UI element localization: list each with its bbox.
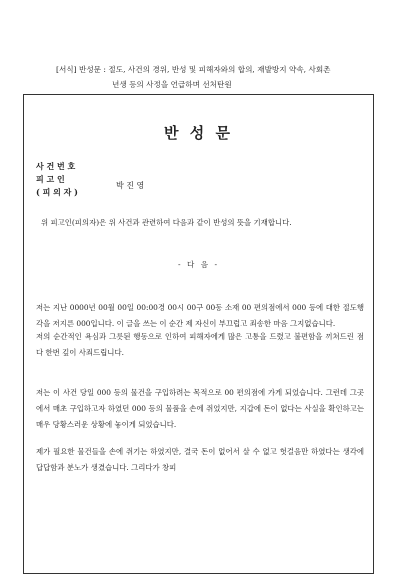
document-title: 반 성 문 [164, 124, 233, 142]
body-paragraph: 제가 필요한 물건들을 손에 쥐기는 하였지만, 결국 돈이 없어서 살 수 없고 헛걸음만 하였다는 생각에 답답함과 분노가 생겼습니다. 그리다가 창피 [36, 447, 364, 472]
defendant-label: 피 고 인 [36, 174, 65, 184]
case-number-label: 사 건 번 호 [36, 161, 76, 171]
case-info-block [36, 160, 145, 199]
caption-line-1: [서식] 반성문 : 절도, 사건의 경위, 반성 및 피해자와의 합의, 재발방지 약속, 사회촌 [56, 65, 331, 74]
body-paragraph: 저는 지난 0000년 00월 00일 00:00경 00시 00구 00동 소재 00 편의점에서 000 등에 대한 절도행각을 저지른 000입니다. 이 글을 쓰는 이 순간 제 자신이 부끄럽고 죄송한 마음 그지없습니다. [36, 303, 364, 328]
defendant-name: 박 진 영 [116, 181, 145, 190]
form-caption [56, 62, 356, 92]
section-heading: - 다 음 - [177, 260, 220, 269]
intro-paragraph: 위 피고인(피의자)은 위 사건과 관련하여 다음과 같이 반성의 뜻을 기재합니다. [41, 218, 292, 227]
body-paragraph: 저의 순간적인 욕심과 그릇된 행동으로 인하여 피해자에게 많은 고통을 드렸고 불편함을 끼쳐드린 점 다 한번 깊이 사죄드립니다. [36, 332, 364, 357]
caption-line-2: 년생 등의 사정을 언급하며 선처탄원 [112, 80, 232, 89]
document-frame [23, 94, 374, 574]
body-paragraph: 저는 이 사건 당일 000 등의 물건을 구입하려는 목적으로 00 편의점에 가게 되었습니다. 그런데 그곳에서 매초 구입하고자 하였던 000 등의 물품을 손에 쥐었지만, 지갑에 돈이 없다는 사실을 확인하고는 매우 당황스러운 상황에 놓이게 되었습니다. [36, 388, 364, 429]
suspect-label: ( 피 의 자 ) [36, 187, 78, 197]
